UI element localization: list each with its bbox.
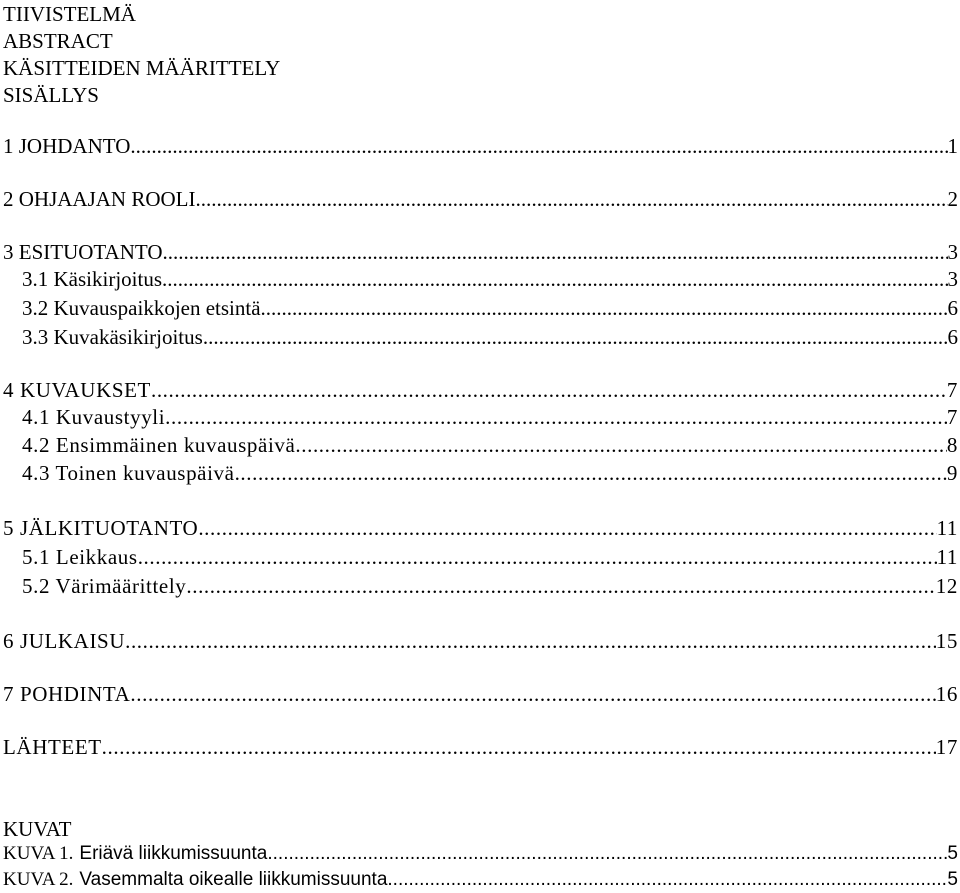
front-matter-kasitteiden-maarittely: KÄSITTEIDEN MÄÄRITTELY bbox=[3, 56, 281, 80]
toc-label: 4.1 Kuvaustyyli bbox=[22, 405, 166, 429]
toc-entry-1 bbox=[3, 134, 958, 158]
figure-leader bbox=[267, 843, 947, 865]
toc-page: 3 bbox=[947, 240, 958, 264]
front-matter-sisallys: SISÄLLYS bbox=[3, 83, 99, 107]
toc-page: 15 bbox=[935, 629, 958, 653]
toc-label: 3.1 Käsikirjoitus bbox=[22, 267, 162, 291]
toc-label: 5 JÄLKITUOTANTO bbox=[3, 516, 199, 540]
toc-page: 6 bbox=[947, 325, 958, 349]
toc-label: 3.3 Kuvakäsikirjoitus bbox=[22, 325, 203, 349]
toc-page: 1 bbox=[947, 134, 958, 158]
toc-leader bbox=[295, 433, 946, 457]
toc-page: 7 bbox=[946, 378, 958, 402]
toc-label: 7 POHDINTA bbox=[3, 682, 131, 706]
figure-entry-1 bbox=[3, 843, 958, 865]
toc-entry-2 bbox=[3, 187, 958, 211]
toc-leader bbox=[125, 629, 936, 653]
figure-leader bbox=[387, 869, 947, 891]
toc-leader bbox=[130, 134, 947, 158]
toc-page: 2 bbox=[947, 187, 958, 211]
toc-label: 6 JULKAISU bbox=[3, 629, 126, 653]
toc-page: 16 bbox=[935, 682, 958, 706]
toc-entry-3-2 bbox=[22, 296, 958, 320]
figure-page: 5 bbox=[947, 869, 958, 890]
toc-page: 8 bbox=[946, 433, 958, 457]
toc-label: 2 OHJAAJAN ROOLI bbox=[3, 187, 196, 211]
figure-number: KUVA 1. bbox=[3, 843, 74, 864]
toc-label: 4.3 Toinen kuvauspäivä bbox=[22, 461, 235, 485]
toc-page: 12 bbox=[935, 574, 958, 598]
toc-leader bbox=[203, 325, 948, 349]
toc-page: 3 bbox=[947, 267, 958, 291]
toc-leader bbox=[151, 378, 947, 402]
toc-label: LÄHTEET bbox=[3, 735, 102, 759]
toc-entry-5-1 bbox=[22, 545, 958, 569]
toc-page: 17 bbox=[935, 735, 958, 759]
figure-page: 5 bbox=[947, 843, 958, 864]
figures-heading: KUVAT bbox=[3, 817, 72, 841]
toc-entry-5 bbox=[3, 516, 958, 540]
toc-label: 4 KUVAUKSET bbox=[3, 378, 151, 402]
toc-page: 11 bbox=[936, 545, 958, 569]
toc-label: 3.2 Kuvauspaikkojen etsintä bbox=[22, 296, 261, 320]
front-matter-abstract: ABSTRACT bbox=[3, 29, 113, 53]
figure-number: KUVA 2. bbox=[3, 869, 74, 890]
toc-leader bbox=[165, 405, 947, 429]
toc-entry-4-2 bbox=[22, 433, 958, 457]
figure-entry-2 bbox=[3, 869, 958, 891]
toc-page: 9 bbox=[946, 461, 958, 485]
toc-leader bbox=[261, 296, 948, 320]
toc-leader bbox=[130, 682, 935, 706]
toc-leader bbox=[163, 240, 948, 264]
toc-entry-4-1 bbox=[22, 405, 958, 429]
toc-entry-6 bbox=[3, 629, 958, 653]
toc-page: 7 bbox=[946, 405, 958, 429]
toc-leader bbox=[162, 267, 948, 291]
toc-page: 11 bbox=[936, 516, 958, 540]
toc-entry-5-2 bbox=[22, 574, 958, 598]
toc-leader bbox=[138, 545, 937, 569]
toc-entry-4 bbox=[3, 378, 958, 402]
toc-leader bbox=[102, 735, 936, 759]
toc-leader bbox=[196, 187, 948, 211]
toc-entry-lahteet bbox=[3, 735, 958, 759]
toc-label: 4.2 Ensimmäinen kuvauspäivä bbox=[22, 433, 296, 457]
toc-entry-7 bbox=[3, 682, 958, 706]
toc-entry-3-1 bbox=[22, 267, 958, 291]
toc-entry-3 bbox=[3, 240, 958, 264]
toc-label: 1 JOHDANTO bbox=[3, 134, 131, 158]
toc-label: 5.2 Värimäärittely bbox=[22, 574, 187, 598]
toc-entry-3-3 bbox=[22, 325, 958, 349]
front-matter-tiivistelma: TIIVISTELMÄ bbox=[3, 2, 136, 26]
toc-leader bbox=[235, 461, 947, 485]
figure-caption: Vasemmalta oikealle liikkumissuunta bbox=[79, 869, 388, 890]
toc-leader bbox=[186, 574, 935, 598]
toc-entry-4-3 bbox=[22, 461, 958, 485]
toc-label: 3 ESITUOTANTO bbox=[3, 240, 163, 264]
toc-leader bbox=[198, 516, 936, 540]
toc-page: 6 bbox=[947, 296, 958, 320]
figure-caption: Eriävä liikkumissuunta bbox=[79, 843, 268, 864]
toc-label: 5.1 Leikkaus bbox=[22, 545, 138, 569]
